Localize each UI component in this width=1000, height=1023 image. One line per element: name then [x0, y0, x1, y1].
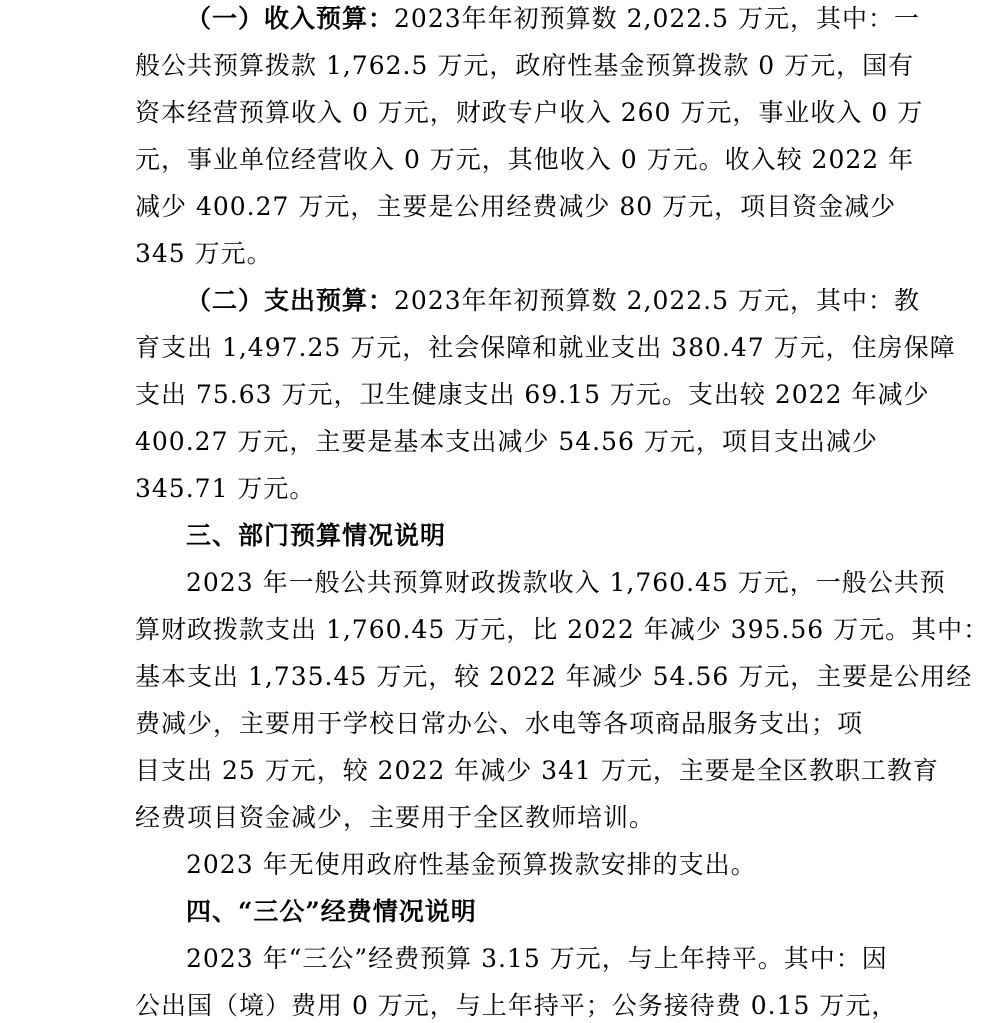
income-line-6: 345 万元。 [135, 239, 273, 268]
expense-line-4: 400.27 万元，主要是基本支出减少 54.56 万元，项目支出减少 [135, 427, 878, 456]
section3-line-4: 费减少，主要用于学校日常办公、水电等各项商品服务支出；项 [135, 709, 864, 738]
section3-line-6: 经费项目资金减少，主要用于全区教师培训。 [135, 803, 656, 832]
income-line-2: 般公共预算拨款 1,762.5 万元，政府性基金预算拨款 0 万元，国有 [135, 51, 915, 80]
expense-line-1: 2023年年初预算数 2,022.5 万元，其中：教 [394, 286, 920, 315]
expense-line-3: 支出 75.63 万元，卫生健康支出 69.15 万元。支出较 2022 年减少 [135, 380, 930, 409]
section3-line-1: 2023 年一般公共预算财政拨款收入 1,760.45 万元，一般公共预 [186, 568, 946, 597]
income-heading: （一）收入预算： [186, 4, 395, 33]
section3-line-5: 目支出 25 万元，较 2022 年减少 341 万元，主要是全区教职工教育 [135, 756, 939, 785]
expense-heading: （二）支出预算： [186, 286, 395, 315]
section3-line-2: 算财政拨款支出 1,760.45 万元，比 2022 年减少 395.56 万元。其中： [135, 615, 990, 644]
section3-title: 三、部门预算情况说明 [186, 521, 447, 550]
section4-line-2: 公出国（境）费用 0 万元，与上年持平；公务接待费 0.15 万元， [135, 991, 898, 1020]
section4-line-1: 2023 年“三公”经费预算 3.15 万元，与上年持平。其中：因 [186, 944, 888, 973]
income-line-3: 资本经营预算收入 0 万元，财政专户收入 260 万元，事业收入 0 万 [135, 98, 924, 127]
expense-first-line [186, 284, 920, 318]
section3-line-3: 基本支出 1,735.45 万元，较 2022 年减少 54.56 万元，主要是公用经 [135, 662, 973, 691]
section3-note: 2023 年无使用政府性基金预算拨款安排的支出。 [186, 850, 757, 879]
income-line-1: 2023年年初预算数 2,022.5 万元，其中：一 [394, 4, 920, 33]
expense-line-2: 育支出 1,497.25 万元，社会保障和就业支出 380.47 万元，住房保障 [135, 333, 956, 362]
income-line-5: 减少 400.27 万元，主要是公用经费减少 80 万元，项目资金减少 [135, 192, 897, 221]
income-first-line [186, 2, 920, 36]
expense-line-5: 345.71 万元。 [135, 474, 316, 503]
income-line-4: 元，事业单位经营收入 0 万元，其他收入 0 万元。收入较 2022 年 [135, 145, 915, 174]
section4-title: 四、“三公”经费情况说明 [186, 897, 477, 926]
